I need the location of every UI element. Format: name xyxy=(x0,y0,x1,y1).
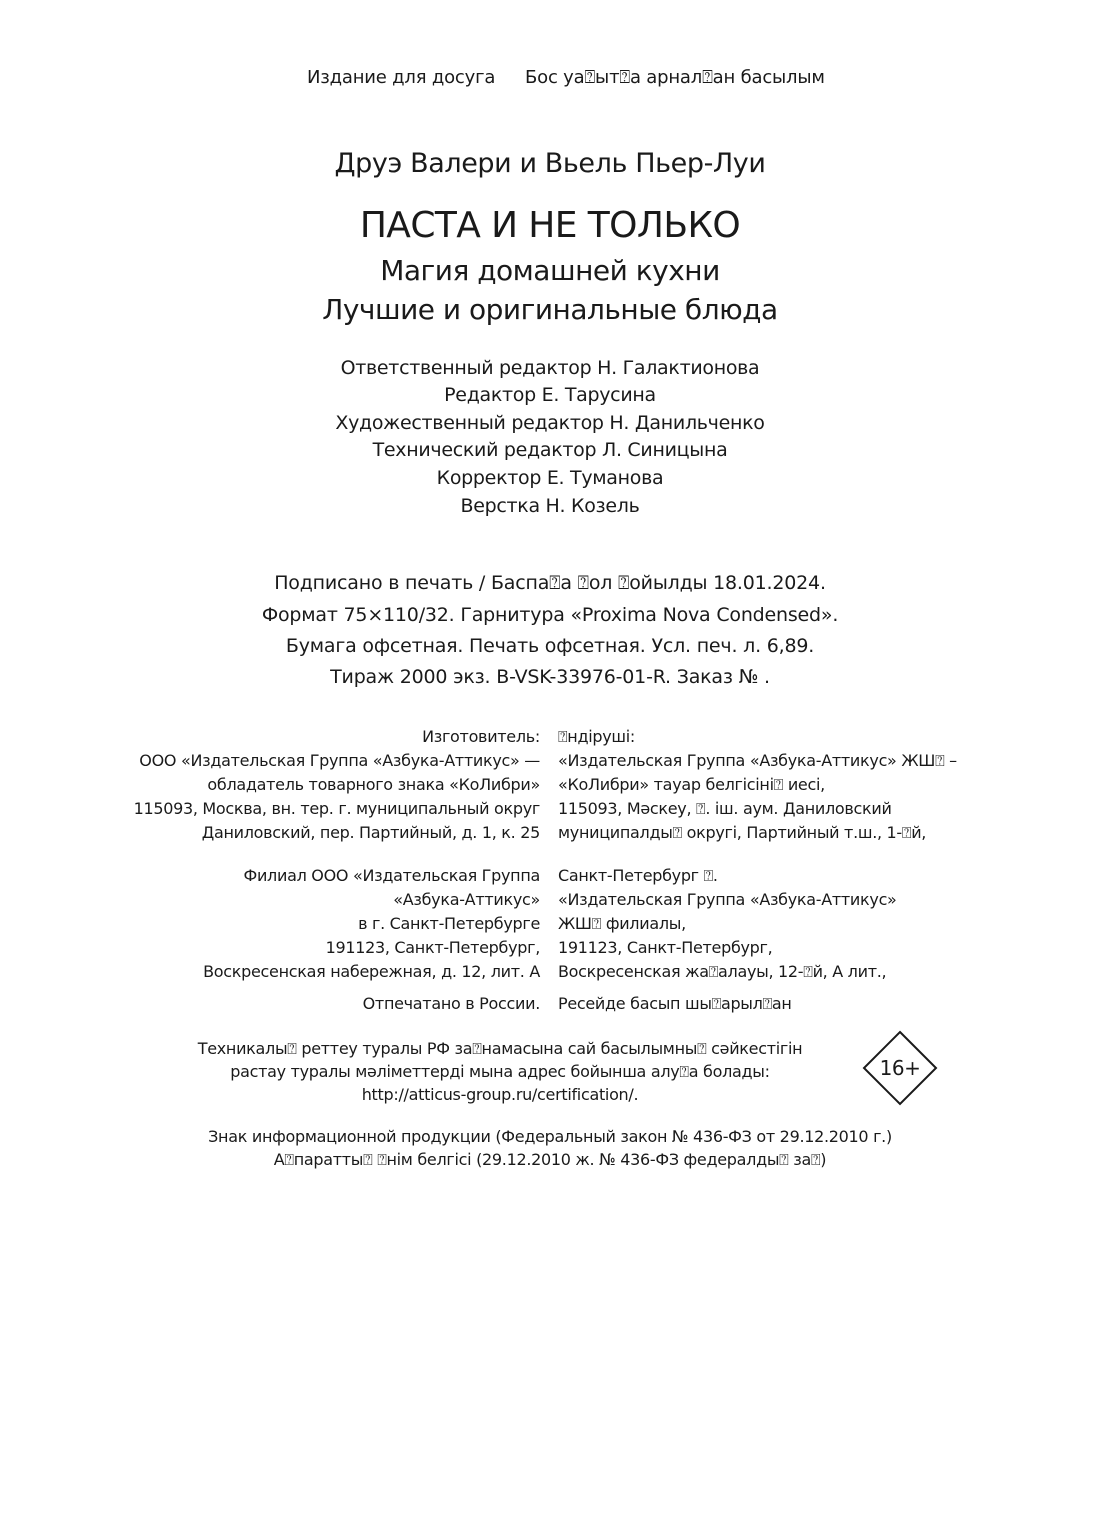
manufacturer-ru-line: ООО «Издательская Группа «Азбука-Аттикус» — xyxy=(139,751,540,770)
manufacturer-kz-label: ⍰ндіруші: xyxy=(558,727,635,746)
info-sign-kz: А⍰паратты⍰ ⍰нім белгісі (29.12.2010 ж. № 436-ФЗ федералды⍰ за⍰) xyxy=(273,1150,827,1169)
branch-ru-line: Воскресенская набережная, д. 12, лит. А xyxy=(203,962,540,981)
credit-line: Верстка Н. Козель xyxy=(460,495,640,517)
certification-text-1: Техникалы⍰ реттеу туралы РФ за⍰намасына сай басылымны⍰ сәйкестігін xyxy=(197,1039,803,1058)
manufacturer-kz-line: «Издательская Группа «Азбука-Аттикус» ЖШ⍰ – xyxy=(558,751,957,770)
branch-ru-line: «Азбука-Аттикус» xyxy=(393,890,540,909)
certification-text-2: растау туралы мәліметтерді мына адрес бойынша алу⍰а болады: xyxy=(230,1062,770,1081)
branch-kz-line: ЖШ⍰ филиалы, xyxy=(558,914,686,933)
manufacturer-ru-line: Даниловский, пер. Партийный, д. 1, к. 25 xyxy=(201,823,540,842)
subtitle-1: Магия домашней кухни xyxy=(380,254,720,287)
publication-line: Тираж 2000 экз. B-VSK-33976-01-R. Заказ № . xyxy=(330,666,770,688)
credit-line: Редактор Е. Тарусина xyxy=(444,384,656,406)
subtitle-2: Лучшие и оригинальные блюда xyxy=(322,293,778,326)
branch-kz-line: «Издательская Группа «Азбука-Аттикус» xyxy=(558,890,897,909)
branch-ru-line: Филиал ООО «Издательская Группа xyxy=(243,866,540,885)
printed-in-kz: Ресейде басып шы⍰арыл⍰ан xyxy=(558,994,792,1013)
certification-link[interactable]: http://atticus-group.ru/certification/. xyxy=(361,1085,639,1104)
branch-ru-line: в г. Санкт-Петербурге xyxy=(358,914,540,933)
branch-kz-line: 191123, Санкт-Петербург, xyxy=(558,938,773,957)
printed-in-ru: Отпечатано в России. xyxy=(362,994,540,1013)
edition-type-kz: Бос уа⍰ыт⍰а арнал⍰ан басылым xyxy=(525,67,825,88)
manufacturer-ru-line: обладатель товарного знака «КоЛибри» xyxy=(207,775,540,794)
manufacturer-ru-label: Изготовитель: xyxy=(422,727,540,746)
edition-type-ru: Издание для досуга xyxy=(307,67,496,88)
credit-line: Художественный редактор Н. Данильченко xyxy=(335,412,765,434)
branch-kz-line: Воскресенская жа⍰алауы, 12-⍰й, А лит., xyxy=(558,962,887,981)
manufacturer-kz-line: 115093, Мәскеу, ⍰. іш. аум. Даниловский xyxy=(558,799,892,818)
age-rating-label: 16+ xyxy=(879,1056,921,1080)
info-sign-ru: Знак информационной продукции (Федеральный закон № 436-ФЗ от 29.12.2010 г.) xyxy=(208,1127,892,1146)
credit-line: Корректор Е. Туманова xyxy=(436,467,664,489)
manufacturer-kz-line: муниципалды⍰ округі, Партийный т.ш., 1-⍰й, xyxy=(558,823,927,842)
manufacturer-kz-line: «КоЛибри» тауар белгісіні⍰ иесі, xyxy=(558,775,825,794)
authors: Друэ Валери и Вьель Пьер-Луи xyxy=(334,148,766,179)
branch-ru-line: 191123, Санкт-Петербург, xyxy=(325,938,540,957)
publication-line: Бумага офсетная. Печать офсетная. Усл. печ. л. 6,89. xyxy=(285,635,815,657)
manufacturer-ru-line: 115093, Москва, вн. тер. г. муниципальный округ xyxy=(133,799,540,818)
publication-line: Формат 75×110/32. Гарнитура «Proxima Nova Condensed». xyxy=(261,604,839,626)
publication-line: Подписано в печать / Баспа⍰а ⍰ол ⍰ойылды 18.01.2024. xyxy=(274,572,826,594)
credit-line: Ответственный редактор Н. Галактионова xyxy=(340,357,760,379)
credit-line: Технический редактор Л. Синицына xyxy=(372,439,728,461)
branch-kz-line: Санкт-Петербург ⍰. xyxy=(558,866,718,885)
book-title: ПАСТА И НЕ ТОЛЬКО xyxy=(359,205,741,246)
